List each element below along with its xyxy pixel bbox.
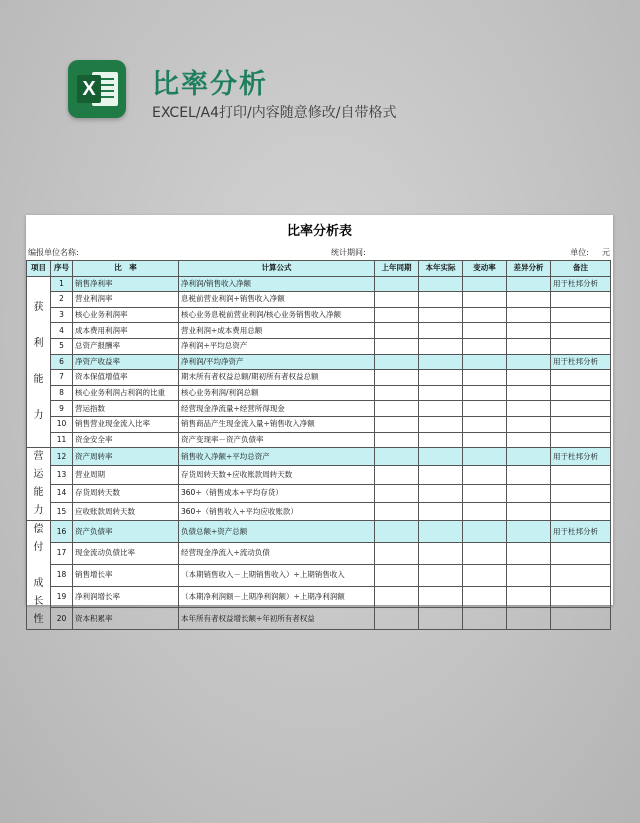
change-rate-cell [463, 432, 507, 448]
formula-cell: 核心业务利润/利润总额 [179, 385, 375, 401]
current-year-cell [419, 323, 463, 339]
formula-cell: 经营现金净流入÷流动负债 [179, 542, 375, 564]
seq-cell: 5 [51, 338, 73, 354]
change-rate-cell [463, 448, 507, 466]
ratio-table [26, 260, 611, 630]
currency-value: 元 [602, 248, 610, 257]
col-header: 上年同期 [375, 261, 419, 277]
variance-analysis-cell [507, 466, 551, 484]
note-cell [551, 338, 611, 354]
current-year-cell [419, 338, 463, 354]
variance-analysis-cell [507, 292, 551, 308]
excel-icon [68, 60, 126, 118]
prior-year-cell [375, 276, 419, 292]
current-year-cell [419, 385, 463, 401]
current-year-cell [419, 354, 463, 370]
note-cell [551, 502, 611, 520]
current-year-cell [419, 484, 463, 502]
col-header: 项目 [27, 261, 51, 277]
ratio-name-cell: 净资产收益率 [73, 354, 179, 370]
note-cell [551, 370, 611, 386]
variance-analysis-cell [507, 608, 551, 630]
ratio-name-cell: 营运指数 [73, 401, 179, 417]
change-rate-cell [463, 466, 507, 484]
prior-year-cell [375, 502, 419, 520]
table-row [27, 276, 611, 292]
variance-analysis-cell [507, 432, 551, 448]
page-title: 比率分析 [152, 69, 268, 100]
note-cell [551, 466, 611, 484]
prior-year-cell [375, 370, 419, 386]
variance-analysis-cell [507, 502, 551, 520]
variance-analysis-cell [507, 307, 551, 323]
table-body [27, 276, 611, 630]
table-row [27, 608, 611, 630]
current-year-cell [419, 521, 463, 543]
change-rate-cell [463, 401, 507, 417]
formula-cell: 360÷（销售成本÷平均存货） [179, 484, 375, 502]
note-cell [551, 484, 611, 502]
note-cell [551, 385, 611, 401]
formula-cell: 净利润/销售收入净额 [179, 276, 375, 292]
ratio-name-cell: 销售净利率 [73, 276, 179, 292]
table-row [27, 416, 611, 432]
change-rate-cell [463, 307, 507, 323]
change-rate-cell [463, 416, 507, 432]
note-cell [551, 586, 611, 608]
table-row [27, 586, 611, 608]
table-row [27, 307, 611, 323]
current-year-cell [419, 448, 463, 466]
table-row [27, 502, 611, 520]
table-row [27, 448, 611, 466]
ratio-name-cell: 核心业务利润占利润的比重 [73, 385, 179, 401]
change-rate-cell [463, 521, 507, 543]
change-rate-cell [463, 502, 507, 520]
col-header: 差异分析 [507, 261, 551, 277]
prior-year-cell [375, 323, 419, 339]
prior-year-cell [375, 292, 419, 308]
seq-cell: 20 [51, 608, 73, 630]
table-row [27, 542, 611, 564]
current-year-cell [419, 432, 463, 448]
formula-cell: 净利润/平均净资产 [179, 354, 375, 370]
seq-cell: 16 [51, 521, 73, 543]
prior-year-cell [375, 484, 419, 502]
note-cell: 用于杜邦分析 [551, 448, 611, 466]
note-cell: 用于杜邦分析 [551, 276, 611, 292]
note-cell [551, 307, 611, 323]
current-year-cell [419, 466, 463, 484]
current-year-cell [419, 608, 463, 630]
change-rate-cell [463, 484, 507, 502]
table-row [27, 466, 611, 484]
seq-cell: 15 [51, 502, 73, 520]
note-cell: 用于杜邦分析 [551, 354, 611, 370]
note-cell [551, 401, 611, 417]
excel-x-mark: X [77, 75, 101, 103]
prior-year-cell [375, 416, 419, 432]
change-rate-cell [463, 564, 507, 586]
category-cell: 偿 付 成 长 性 [27, 521, 51, 630]
seq-cell: 8 [51, 385, 73, 401]
col-header: 变动率 [463, 261, 507, 277]
formula-cell: 销售收入净额÷平均总资产 [179, 448, 375, 466]
variance-analysis-cell [507, 401, 551, 417]
current-year-cell [419, 401, 463, 417]
ratio-name-cell: 资本积累率 [73, 608, 179, 630]
prior-year-cell [375, 542, 419, 564]
variance-analysis-cell [507, 354, 551, 370]
current-year-cell [419, 416, 463, 432]
currency-label: 单位: [570, 248, 589, 257]
note-cell: 用于杜邦分析 [551, 521, 611, 543]
page-subtitle: EXCEL/A4打印/内容随意修改/自带格式 [152, 105, 397, 121]
formula-cell: 存货周转天数+应收账款周转天数 [179, 466, 375, 484]
table-row [27, 385, 611, 401]
change-rate-cell [463, 370, 507, 386]
ratio-name-cell: 营业周期 [73, 466, 179, 484]
prior-year-cell [375, 466, 419, 484]
variance-analysis-cell [507, 276, 551, 292]
ratio-name-cell: 净利润增长率 [73, 586, 179, 608]
current-year-cell [419, 307, 463, 323]
note-cell [551, 292, 611, 308]
prior-year-cell [375, 354, 419, 370]
variance-analysis-cell [507, 323, 551, 339]
seq-cell: 12 [51, 448, 73, 466]
ratio-name-cell: 营业利润率 [73, 292, 179, 308]
seq-cell: 6 [51, 354, 73, 370]
seq-cell: 11 [51, 432, 73, 448]
ratio-name-cell: 资产负债率 [73, 521, 179, 543]
note-cell [551, 542, 611, 564]
variance-analysis-cell [507, 564, 551, 586]
col-header: 序号 [51, 261, 73, 277]
seq-cell: 10 [51, 416, 73, 432]
formula-cell: 销售商品产生现金流入量÷销售收入净额 [179, 416, 375, 432]
ratio-name-cell: 资本保值增值率 [73, 370, 179, 386]
note-cell [551, 564, 611, 586]
reporting-unit-label: 编报单位名称: [28, 248, 79, 257]
table-row [27, 292, 611, 308]
seq-cell: 19 [51, 586, 73, 608]
prior-year-cell [375, 586, 419, 608]
seq-cell: 13 [51, 466, 73, 484]
ratio-name-cell: 资产周转率 [73, 448, 179, 466]
table-row [27, 338, 611, 354]
prior-year-cell [375, 401, 419, 417]
formula-cell: （本期销售收入－上期销售收入）÷上期销售收入 [179, 564, 375, 586]
col-header: 比 率 [73, 261, 179, 277]
period-label: 统计期间: [331, 248, 366, 257]
category-cell: 获 利 能 力 [27, 276, 51, 448]
ratio-name-cell: 总资产报酬率 [73, 338, 179, 354]
prior-year-cell [375, 385, 419, 401]
table-row [27, 564, 611, 586]
formula-cell: 经营现金净流量÷经营所得现金 [179, 401, 375, 417]
table-row [27, 432, 611, 448]
prior-year-cell [375, 608, 419, 630]
variance-analysis-cell [507, 586, 551, 608]
table-row [27, 521, 611, 543]
category-cell: 营 运 能 力 [27, 448, 51, 521]
ratio-name-cell: 核心业务利润率 [73, 307, 179, 323]
current-year-cell [419, 564, 463, 586]
table-row [27, 484, 611, 502]
table-row [27, 354, 611, 370]
ratio-name-cell: 资金安全率 [73, 432, 179, 448]
variance-analysis-cell [507, 542, 551, 564]
seq-cell: 2 [51, 292, 73, 308]
change-rate-cell [463, 586, 507, 608]
formula-cell: 360÷（销售收入÷平均应收账款） [179, 502, 375, 520]
variance-analysis-cell [507, 484, 551, 502]
seq-cell: 3 [51, 307, 73, 323]
ratio-name-cell: 现金流动负债比率 [73, 542, 179, 564]
change-rate-cell [463, 608, 507, 630]
note-cell [551, 323, 611, 339]
variance-analysis-cell [507, 448, 551, 466]
prior-year-cell [375, 448, 419, 466]
table-row [27, 323, 611, 339]
table-row [27, 370, 611, 386]
col-header: 计算公式 [179, 261, 375, 277]
col-header: 本年实际 [419, 261, 463, 277]
variance-analysis-cell [507, 521, 551, 543]
formula-cell: 负债总额÷资产总额 [179, 521, 375, 543]
note-cell [551, 416, 611, 432]
table-header-row [27, 261, 611, 277]
change-rate-cell [463, 354, 507, 370]
change-rate-cell [463, 385, 507, 401]
seq-cell: 18 [51, 564, 73, 586]
current-year-cell [419, 502, 463, 520]
formula-cell: （本期净利润额－上期净利润额）÷上期净利润额 [179, 586, 375, 608]
current-year-cell [419, 586, 463, 608]
current-year-cell [419, 542, 463, 564]
note-cell [551, 608, 611, 630]
formula-cell: 营业利润÷成本费用总额 [179, 323, 375, 339]
header [68, 60, 628, 130]
prior-year-cell [375, 564, 419, 586]
variance-analysis-cell [507, 416, 551, 432]
variance-analysis-cell [507, 338, 551, 354]
current-year-cell [419, 292, 463, 308]
prior-year-cell [375, 521, 419, 543]
note-cell [551, 432, 611, 448]
formula-cell: 息税前营业利润÷销售收入净额 [179, 292, 375, 308]
table-row [27, 401, 611, 417]
prior-year-cell [375, 338, 419, 354]
change-rate-cell [463, 292, 507, 308]
formula-cell: 资产变现率－资产负债率 [179, 432, 375, 448]
prior-year-cell [375, 307, 419, 323]
seq-cell: 7 [51, 370, 73, 386]
current-year-cell [419, 370, 463, 386]
spreadsheet-preview [26, 215, 613, 626]
formula-cell: 本年所有者权益增长额÷年初所有者权益 [179, 608, 375, 630]
formula-cell: 净利润÷平均总资产 [179, 338, 375, 354]
ratio-name-cell: 销售营业现金流入比率 [73, 416, 179, 432]
sheet-title: 比率分析表 [286, 224, 352, 239]
change-rate-cell [463, 276, 507, 292]
seq-cell: 4 [51, 323, 73, 339]
formula-cell: 核心业务息税前营业利润/核心业务销售收入净额 [179, 307, 375, 323]
variance-analysis-cell [507, 385, 551, 401]
change-rate-cell [463, 338, 507, 354]
current-year-cell [419, 276, 463, 292]
ratio-name-cell: 存货周转天数 [73, 484, 179, 502]
seq-cell: 17 [51, 542, 73, 564]
variance-analysis-cell [507, 370, 551, 386]
prior-year-cell [375, 432, 419, 448]
ratio-name-cell: 应收账款周转天数 [73, 502, 179, 520]
change-rate-cell [463, 323, 507, 339]
seq-cell: 1 [51, 276, 73, 292]
change-rate-cell [463, 542, 507, 564]
ratio-name-cell: 销售增长率 [73, 564, 179, 586]
seq-cell: 9 [51, 401, 73, 417]
col-header: 备注 [551, 261, 611, 277]
seq-cell: 14 [51, 484, 73, 502]
formula-cell: 期末所有者权益总额/期初所有者权益总额 [179, 370, 375, 386]
ratio-name-cell: 成本费用利润率 [73, 323, 179, 339]
